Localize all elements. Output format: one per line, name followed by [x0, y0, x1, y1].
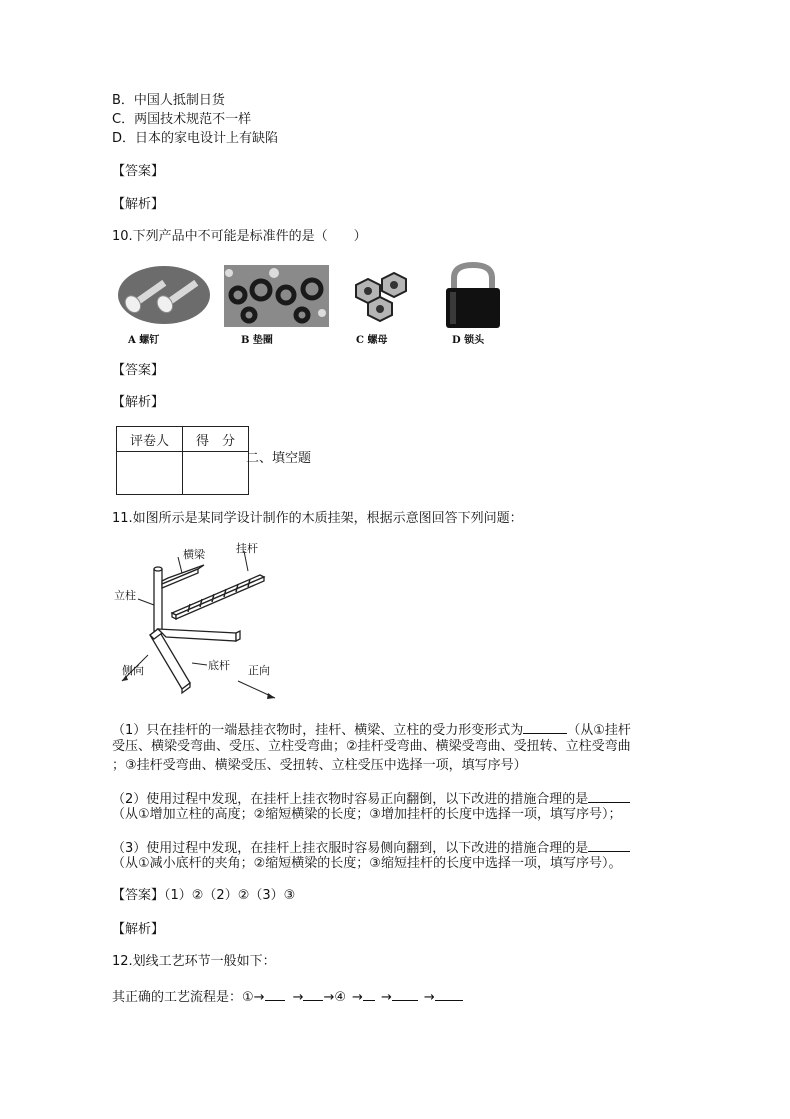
washers-icon	[224, 265, 329, 327]
flow-prefix: 其正确的工艺流程是：①→	[112, 990, 265, 1005]
image-d-caption: D 锁头	[452, 335, 485, 346]
question-12-stem: 12.划线工艺环节一般如下：	[112, 954, 276, 969]
question-11-answer: 【答案】（1）②（2）②（3）③	[112, 888, 296, 903]
answer-blank	[303, 985, 323, 1001]
score-header: 得 分	[183, 427, 249, 452]
analysis-label: 【解析】	[112, 395, 165, 410]
flow-arrow: →	[292, 990, 304, 1005]
padlock-icon	[440, 262, 506, 330]
nuts-photo	[338, 265, 430, 327]
padlock-photo	[440, 262, 506, 330]
answer-label: 【答案】	[112, 363, 165, 378]
sub-question-2-line-2: （从①增加立柱的高度；②缩短横梁的长度；③增加挂杆的长度中选择一项，填写序号）；	[112, 807, 622, 822]
section-title: 二、填空题	[246, 451, 312, 466]
answer-blank	[265, 985, 285, 1001]
option-b: B．中国人抵制日货	[112, 93, 225, 108]
label-crossbeam: 横梁	[183, 548, 205, 561]
score-cell	[183, 452, 249, 495]
sub-question-3-text: （3）使用过程中发现，在挂杆上挂衣服时容易侧向翻到，以下改进的措施合理的是	[112, 841, 589, 856]
label-hanging-bar: 挂杆	[236, 542, 258, 555]
grader-cell	[117, 452, 183, 495]
option-d: D．日本的家电设计上有缺陷	[112, 131, 279, 146]
process-flow	[112, 985, 463, 1008]
sub-question-1-line-3: ；③挂杆受弯曲、横梁受压、受扭转、立柱受压中选择一项，填写序号）	[112, 758, 527, 773]
analysis-label: 【解析】	[112, 197, 165, 212]
answer-blank	[435, 985, 463, 1001]
grader-header: 评卷人	[117, 427, 183, 452]
answer-label: 【答案】	[112, 164, 165, 179]
washers-photo	[224, 265, 329, 327]
flow-arrow: →	[423, 990, 435, 1005]
flow-arrow: →	[323, 990, 335, 1005]
option-c: C．两国技术规范不一样	[112, 112, 252, 127]
label-side-direction: 侧向	[122, 664, 144, 677]
sub-question-1-text: （从①挂杆	[567, 723, 631, 738]
question-10-stem: 10.下列产品中不可能是标准件的是（ ）	[112, 229, 367, 244]
nuts-icon	[338, 265, 430, 327]
image-c-caption: C 螺母	[356, 335, 388, 346]
image-a-caption: A 螺钉	[128, 335, 160, 346]
image-b-caption: B 垫圈	[241, 335, 273, 346]
flow-step: ④	[334, 990, 347, 1005]
label-pole: 立柱	[114, 589, 136, 602]
answer-blank	[588, 836, 630, 852]
sub-question-1-line-2: 受压、横梁受弯曲、受压、立柱受弯曲；②挂杆受弯曲、横梁受弯曲、受扭转、立柱受弯曲	[112, 739, 631, 754]
label-front-direction: 正向	[248, 664, 270, 677]
score-table	[116, 426, 249, 495]
sub-question-2-text: （2）使用过程中发现，在挂杆上挂衣物时容易正向翻倒，以下改进的措施合理的是	[112, 792, 589, 807]
flow-arrow: →	[352, 990, 363, 1005]
sub-question-1-text: （1）只在挂杆的一端悬挂衣物时，挂杆、横梁、立柱的受力形变形式为	[112, 723, 524, 738]
question-11-stem: 11.如图所示是某同学设计制作的木质挂架，根据示意图回答下列问题：	[112, 511, 523, 526]
answer-blank	[363, 985, 375, 1001]
answer-blank	[523, 718, 567, 734]
hanger-diagram	[110, 535, 295, 705]
analysis-label: 【解析】	[112, 922, 165, 937]
label-base-bar: 底杆	[208, 659, 230, 672]
sub-question-3-line-2: （从①减小底杆的夹角；②缩短横梁的长度；③缩短挂杆的长度中选择一项，填写序号）。	[112, 856, 622, 871]
answer-blank	[588, 787, 630, 803]
answer-blank	[392, 985, 418, 1001]
flow-arrow: →	[380, 990, 392, 1005]
